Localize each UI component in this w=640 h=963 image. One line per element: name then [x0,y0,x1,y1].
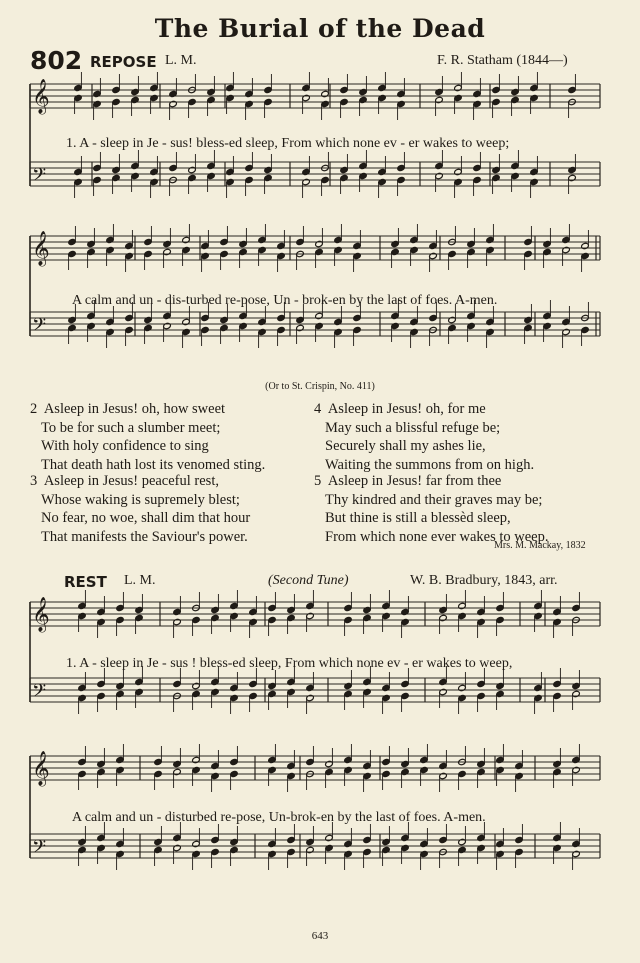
stanza-3: 3 Asleep in Jesus! peaceful rest, Whose waking is supremely blest; No fear, no woe, shall dim that hour That manifests the Saviour's power. [30,473,251,545]
composer-rest: W. B. Bradbury, 1843, arr. [410,573,558,588]
lyric-line-rest-1: 1. A - sleep in Je - sus ! bless-ed sleep, From which none ev - er wakes to weep, [66,656,513,671]
composer-repose: F. R. Statham (1844—) [437,53,568,68]
second-tune-label: (Second Tune) [268,573,349,588]
treble-clef-icon: 𝄞 [32,597,50,632]
meter-rest: L. M. [124,573,156,588]
meter-repose: L. M. [165,53,197,68]
bass-clef-icon: 𝄢 [32,315,47,340]
page-number: 643 [311,930,329,942]
tune-name-repose: REPOSE [90,53,157,71]
stanza-2: 2 Asleep in Jesus! oh, how sweet To be for such a slumber meet; With holy confidence to sing That death hath lost its venomed sting. [30,401,266,473]
lyric-line-repose-2: A calm and un - dis-turbed re-pose, Un - brok-en by the last of foes. A-men. [72,293,498,308]
bass-clef-icon: 𝄢 [32,837,47,862]
lyric-line-repose-1: 1. A - sleep in Je - sus! bless-ed sleep, From which none ev - er wakes to weep; [66,136,510,151]
page-title: The Burial of the Dead [154,14,486,43]
bass-clef-icon: 𝄢 [32,165,47,190]
hymn-number: 802 [30,46,83,75]
hymn-author: Mrs. M. Mackay, 1832 [494,540,586,551]
treble-clef-icon: 𝄞 [32,79,50,114]
alternate-tune-note: (Or to St. Crispin, No. 411) [265,381,375,392]
tune-name-rest: REST [64,573,107,591]
treble-clef-icon: 𝄞 [32,231,50,266]
bass-clef-icon: 𝄢 [32,681,47,706]
lyric-line-rest-2: A calm and un - disturbed re-pose, Un-brok-en by the last of foes. A-men. [72,810,486,825]
stanza-4: 4 Asleep in Jesus! oh, for me May such a blissful refuge be; Securely shall my ashes lie, Waiting the summons from on high. [314,401,535,473]
stanza-5: 5 Asleep in Jesus! far from thee Thy kindred and their graves may be; But thine is still a blessèd sleep, From which none ever wakes to weep. [314,473,549,545]
treble-clef-icon: 𝄞 [32,751,50,786]
